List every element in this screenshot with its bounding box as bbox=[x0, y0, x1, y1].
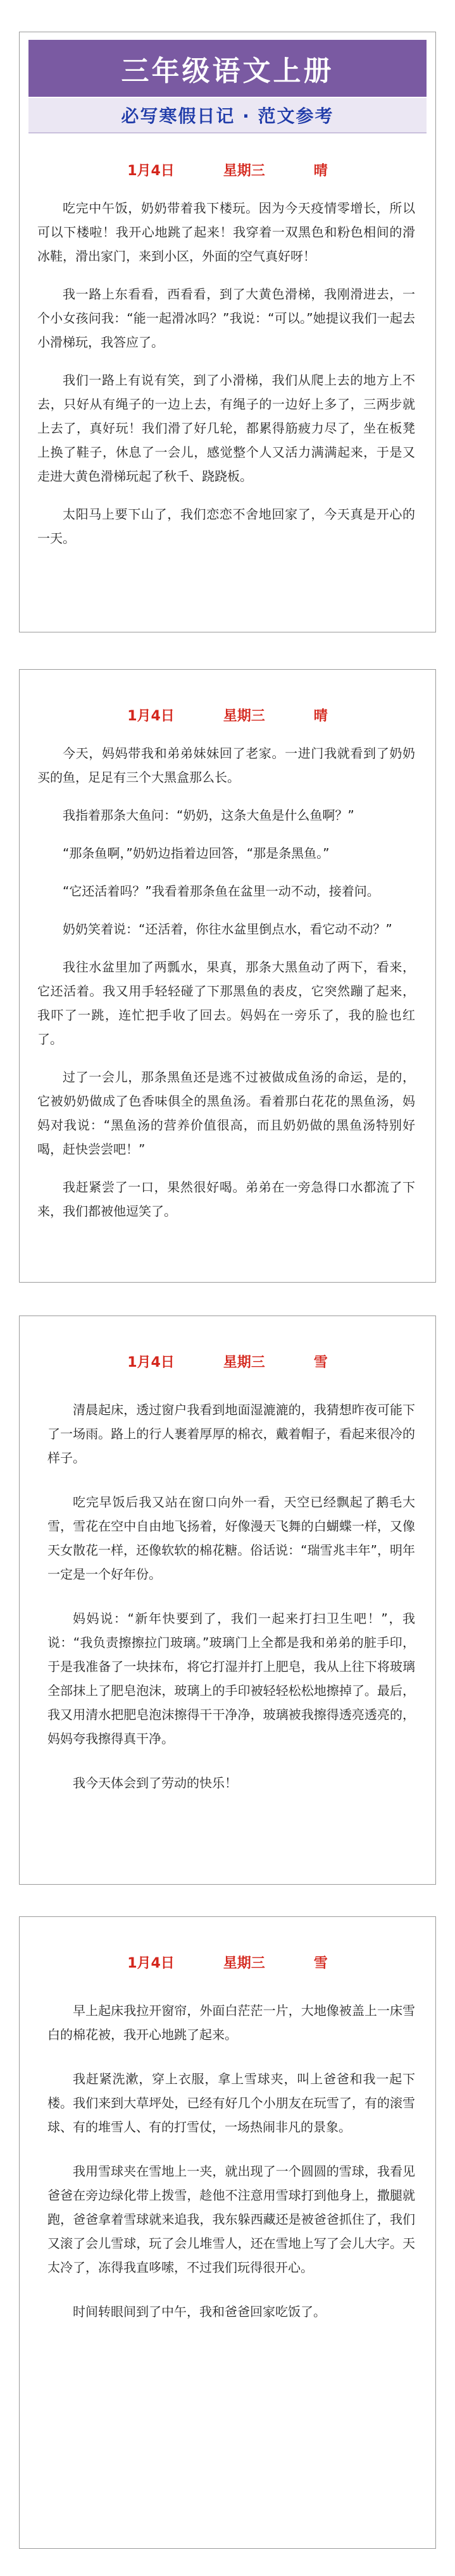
entry-paragraph: 吃完早饭后我又站在窗口向外一看，天空已经飘起了鹅毛大雪，雪花在空中自由地飞扬着，好像漫天飞舞的白蝴蝶一样，又像天女散花一样，还像软软的棉花糖。俗话说：“瑞雪兆丰年”，明年一定是一个好年份。 bbox=[47, 1494, 415, 1582]
entry-paragraph: 我往水盆里加了两瓢水，果真，那条大黑鱼动了两下，看来，它还活着。我又用手轻轻碰了下那黑鱼的表皮，它突然蹦了起来，我吓了一跳，连忙把手收了回去。妈妈在一旁乐了，我的脸也红了。 bbox=[37, 959, 415, 1047]
entry-body bbox=[20, 196, 435, 550]
entry-date: 1月4日 bbox=[127, 708, 175, 724]
entry-paragraph: 清晨起床，透过窗户我看到地面湿漉漉的，我猜想昨夜可能下了一场雨。路上的行人裹着厚厚的棉衣，戴着帽子，看起来很冷的样子。 bbox=[47, 1402, 415, 1465]
entry-date: 1月4日 bbox=[127, 1956, 175, 1971]
entry-date: 1月4日 bbox=[127, 1355, 175, 1371]
diary-card-2 bbox=[19, 669, 436, 1283]
entry-weekday: 星期三 bbox=[223, 1355, 265, 1371]
page-subtitle: 必写寒假日记 · 范文参考 bbox=[121, 106, 334, 126]
entry-weather: 雪 bbox=[313, 1956, 328, 1971]
entry-paragraph: 太阳马上要下山了，我们恋恋不舍地回家了，今天真是开心的一天。 bbox=[37, 507, 415, 546]
entry-header bbox=[20, 1952, 435, 1972]
entry-weekday: 星期三 bbox=[223, 708, 265, 724]
entry-paragraph: 我一路上东看看，西看看，到了大黄色滑梯，我刚滑进去，一个小女孩问我：“能一起滑冰吗？”我说：“可以。”她提议我们一起去小滑梯玩，我答应了。 bbox=[37, 287, 415, 350]
entry-paragraph: “那条鱼啊，”奶奶边指着边回答，“那是条黑鱼。” bbox=[63, 846, 330, 861]
entry-header bbox=[20, 705, 435, 725]
entry-paragraph: 我用雪球夹在雪地上一夹，就出现了一个圆圆的雪球，我看见爸爸在旁边绿化带上拨雪，趁他不注意用雪球打到他身上，撒腿就跑，爸爸拿着雪球就来追我，我东躲西藏还是被爸爸抓住了，我们又滚了会儿雪球，玩了会儿堆雪人，还在雪地上写了会儿大字。天太冷了，冻得我直哆嗦，不过我们玩得很开心。 bbox=[47, 2164, 415, 2275]
entry-paragraph: 今天，妈妈带我和弟弟妹妹回了老家。一进门我就看到了奶奶买的鱼，足足有三个大黑盒那么长。 bbox=[37, 746, 415, 785]
diary-card-4 bbox=[19, 1916, 436, 2549]
entry-paragraph: 我赶紧尝了一口，果然很好喝。弟弟在一旁急得口水都流了下来，我们都被他逗笑了。 bbox=[37, 1180, 415, 1219]
entry-paragraph: 过了一会儿，那条黑鱼还是逃不过被做成鱼汤的命运，是的，它被奶奶做成了色香味俱全的黑鱼汤。看着那白花花的黑鱼汤，妈妈对我说：“黑鱼汤的营养价值很高，而且奶奶做的黑鱼汤特别好喝，赶快尝尝吧！” bbox=[37, 1069, 415, 1157]
entry-paragraph: 妈妈说：“新年快要到了，我们一起来打扫卫生吧！”，我说：“我负责擦擦拉门玻璃。”玻璃门上全都是我和弟弟的脏手印，于是我准备了一块抹布，将它打湿并打上肥皂，我从上往下将玻璃全部抹上了肥皂泡沫，玻璃上的手印被轻轻松松地擦掉了。最后，我又用清水把肥皂泡沫擦得干干净净，玻璃被我擦得透亮透亮的，妈妈夸我擦得真干净。 bbox=[47, 1611, 415, 1746]
entry-paragraph: 早上起床我拉开窗帘，外面白茫茫一片，大地像被盖上一床雪白的棉花被，我开心地跳了起来。 bbox=[47, 2003, 415, 2042]
diary-card-1 bbox=[19, 32, 436, 632]
entry-paragraph: 时间转眼间到了中午，我和爸爸回家吃饭了。 bbox=[73, 2304, 326, 2319]
entry-paragraph: 吃完中午饭，奶奶带着我下楼玩。因为今天疫情零增长，所以可以下楼啦！我开心地跳了起来！我穿着一双黑色和粉色相间的滑冰鞋，滑出家门，来到小区，外面的空气真好呀！ bbox=[37, 200, 415, 264]
entry-header bbox=[20, 1352, 435, 1371]
entry-paragraph: 奶奶笑着说：“还活着，你往水盆里倒点水，看它动不动？” bbox=[63, 921, 392, 937]
entry-weekday: 星期三 bbox=[223, 1956, 265, 1971]
entry-paragraph: 我今天体会到了劳动的快乐！ bbox=[73, 1775, 237, 1790]
entry-paragraph: 我赶紧洗漱，穿上衣服，拿上雪球夹，叫上爸爸和我一起下楼。我们来到大草坪处，已经有好几个小朋友在玩雪了，有的滚雪球、有的堆雪人、有的打雪仗，一场热闹非凡的景象。 bbox=[47, 2071, 415, 2135]
diary-card-3 bbox=[19, 1316, 436, 1885]
title-banner bbox=[28, 40, 427, 97]
entry-header bbox=[20, 160, 435, 180]
entry-body bbox=[20, 741, 435, 1223]
entry-paragraph: 我指着那条大鱼问：“奶奶，这条大鱼是什么鱼啊？” bbox=[63, 808, 354, 823]
entry-date: 1月4日 bbox=[127, 163, 175, 179]
entry-body bbox=[20, 1999, 435, 2324]
entry-body bbox=[20, 1398, 435, 1795]
entry-weather: 晴 bbox=[313, 163, 328, 179]
entry-paragraph: “它还活着吗？”我看着那条鱼在盆里一动不动，接着问。 bbox=[63, 884, 380, 899]
entry-weekday: 星期三 bbox=[223, 163, 265, 179]
entry-weather: 晴 bbox=[313, 708, 328, 724]
entry-weather: 雪 bbox=[313, 1355, 328, 1371]
page-title: 三年级语文上册 bbox=[121, 55, 334, 87]
subtitle-bar bbox=[28, 98, 427, 133]
entry-paragraph: 我们一路上有说有笑，到了小滑梯，我们从爬上去的地方上不去，只好从有绳子的一边上去，有绳子的一边好上多了，三两步就上去了，真好玩！我们滑了好几轮，都累得筋疲力尽了，坐在板凳上换了鞋子，休息了一会儿，感觉整个人又活力满满起来，于是又走进大黄色滑梯玩起了秋千、跷跷板。 bbox=[37, 373, 415, 484]
